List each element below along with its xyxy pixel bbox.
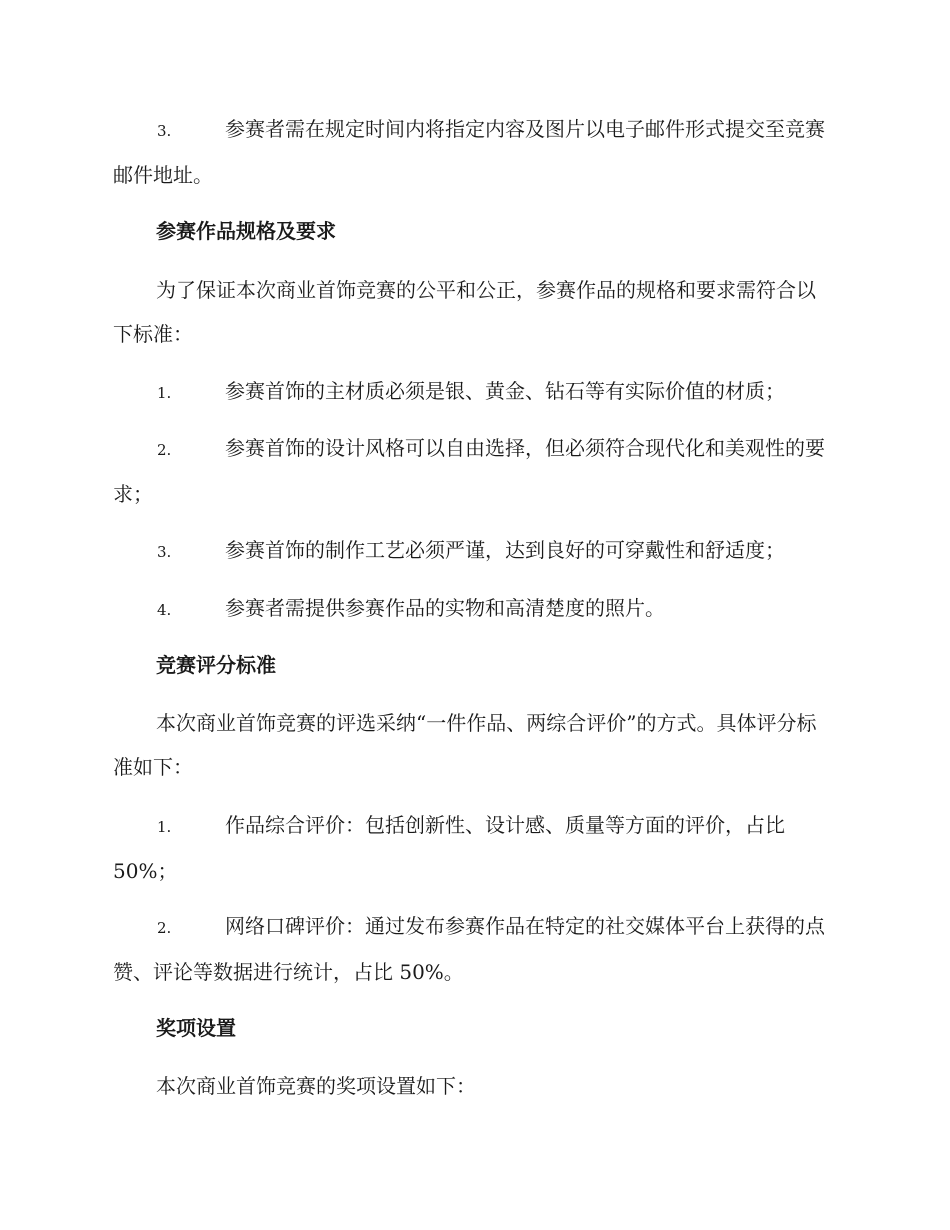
list-text: 参赛首饰的制作工艺必须严谨，达到良好的可穿戴性和舒适度； [225, 538, 785, 562]
section-heading-scoring: 竞赛评分标准 [156, 653, 276, 677]
list-item-submission [113, 107, 833, 197]
list-item-spec-1 [113, 369, 833, 415]
list-number: 2. [157, 919, 172, 937]
list-number: 3. [157, 543, 172, 561]
paragraph-scoring-intro: 本次商业首饰竞赛的评选采纳“一件作品、两综合评价”的方式。具体评分标准如下： [113, 711, 817, 779]
list-number: 1. [157, 818, 172, 836]
list-text: 参赛者需在规定时间内将指定内容及图片以电子邮件形式提交至竞赛邮件地址。 [113, 117, 825, 187]
list-item-spec-4 [113, 586, 833, 632]
list-number: 2. [157, 441, 172, 459]
section-heading-spec: 参赛作品规格及要求 [156, 219, 336, 243]
list-item-scoring-1 [113, 803, 833, 893]
list-item-spec-2 [113, 426, 833, 516]
list-number: 3. [157, 122, 172, 140]
list-text: 参赛者需提供参赛作品的实物和高清楚度的照片。 [225, 596, 665, 620]
list-text: 作品综合评价：包括创新性、设计感、质量等方面的评价，占比50%； [113, 813, 785, 883]
list-item-scoring-2 [113, 904, 833, 994]
paragraph-spec-intro: 为了保证本次商业首饰竞赛的公平和公正，参赛作品的规格和要求需符合以下标准： [113, 278, 816, 346]
list-text: 参赛首饰的设计风格可以自由选择，但必须符合现代化和美观性的要求； [113, 436, 825, 506]
list-text: 网络口碑评价：通过发布参赛作品在特定的社交媒体平台上获得的点赞、评论等数据进行统计，占比 50%。 [113, 914, 825, 984]
list-item-spec-3 [113, 528, 833, 574]
list-number: 4. [157, 601, 172, 619]
section-heading-awards: 奖项设置 [156, 1016, 236, 1040]
paragraph-awards-intro: 本次商业首饰竞赛的奖项设置如下： [156, 1074, 476, 1098]
list-number: 1. [157, 384, 172, 402]
list-text: 参赛首饰的主材质必须是银、黄金、钻石等有实际价值的材质； [225, 379, 785, 403]
